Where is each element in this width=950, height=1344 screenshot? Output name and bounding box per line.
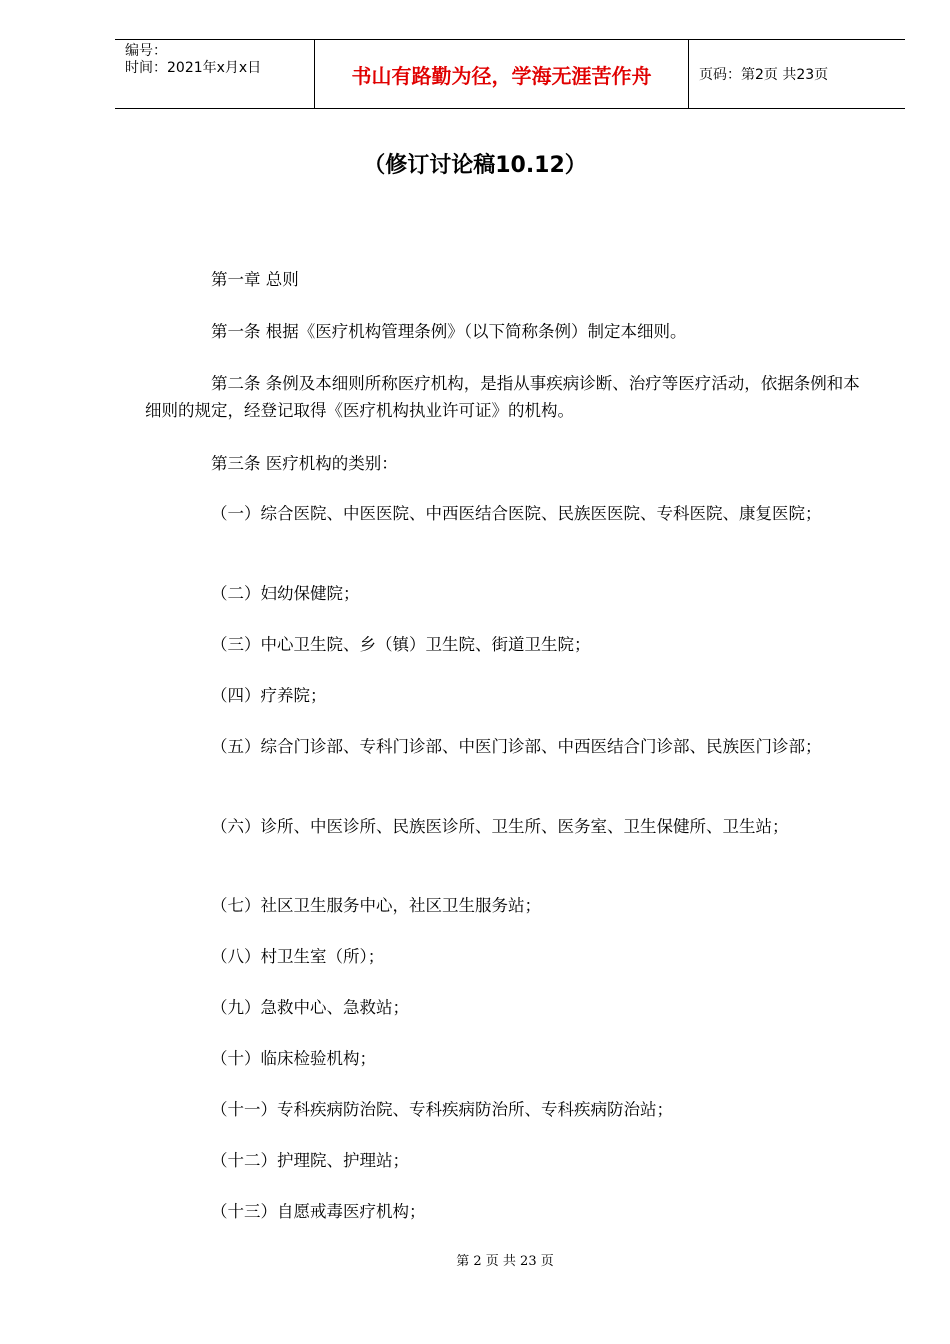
category-item: （三）中心卫生院、乡（镇）卫生院、街道卫生院； bbox=[211, 635, 591, 654]
category-item: （十一）专科疾病防治院、专科疾病防治所、专科疾病防治站； bbox=[211, 1100, 673, 1119]
serial-label: 编号： bbox=[125, 43, 167, 59]
category-item: （九）急救中心、急救站； bbox=[211, 998, 409, 1017]
page-header bbox=[115, 39, 905, 109]
category-item: （二）妇幼保健院； bbox=[211, 584, 360, 603]
category-item: （一）综合医院、中医医院、中西医结合医院、民族医医院、专科医院、康复医院； bbox=[211, 504, 822, 523]
category-item: （十二）护理院、护理站； bbox=[211, 1151, 409, 1170]
category-item: （七）社区卫生服务中心，社区卫生服务站； bbox=[211, 896, 541, 915]
article-1: 第一条 根据《医疗机构管理条例》（以下简称条例）制定本细则。 bbox=[211, 322, 687, 341]
header-motto bbox=[315, 40, 689, 108]
time-label: 时间：2021年x月x日 bbox=[125, 60, 262, 76]
page-info-text: 页码：第2页 共23页 bbox=[699, 67, 829, 83]
document-title: （修订讨论稿10.12） bbox=[363, 153, 587, 178]
category-item: （五）综合门诊部、专科门诊部、中医门诊部、中西医结合门诊部、民族医门诊部； bbox=[211, 737, 822, 756]
article-3: 第三条 医疗机构的类别： bbox=[211, 454, 398, 473]
category-item: （六）诊所、中医诊所、民族医诊所、卫生所、医务室、卫生保健所、卫生站； bbox=[211, 817, 789, 836]
chapter-heading: 第一章 总则 bbox=[211, 270, 299, 289]
page-footer: 第 2 页 共 23 页 bbox=[456, 1254, 554, 1269]
motto-text: 书山有路勤为径，学海无涯苦作舟 bbox=[351, 63, 652, 88]
header-meta bbox=[115, 40, 315, 108]
article-2: 第二条 条例及本细则所称医疗机构，是指从事疾病诊断、治疗等医疗活动，依据条例和本细则的规定，经登记取得《医疗机构执业许可证》的机构。 bbox=[145, 374, 860, 420]
category-item: （八）村卫生室（所）； bbox=[211, 947, 385, 966]
category-item: （十）临床检验机构； bbox=[211, 1049, 376, 1068]
category-item: （十三）自愿戒毒医疗机构； bbox=[211, 1202, 426, 1221]
header-page-info bbox=[689, 40, 905, 108]
category-item: （四）疗养院； bbox=[211, 686, 327, 705]
